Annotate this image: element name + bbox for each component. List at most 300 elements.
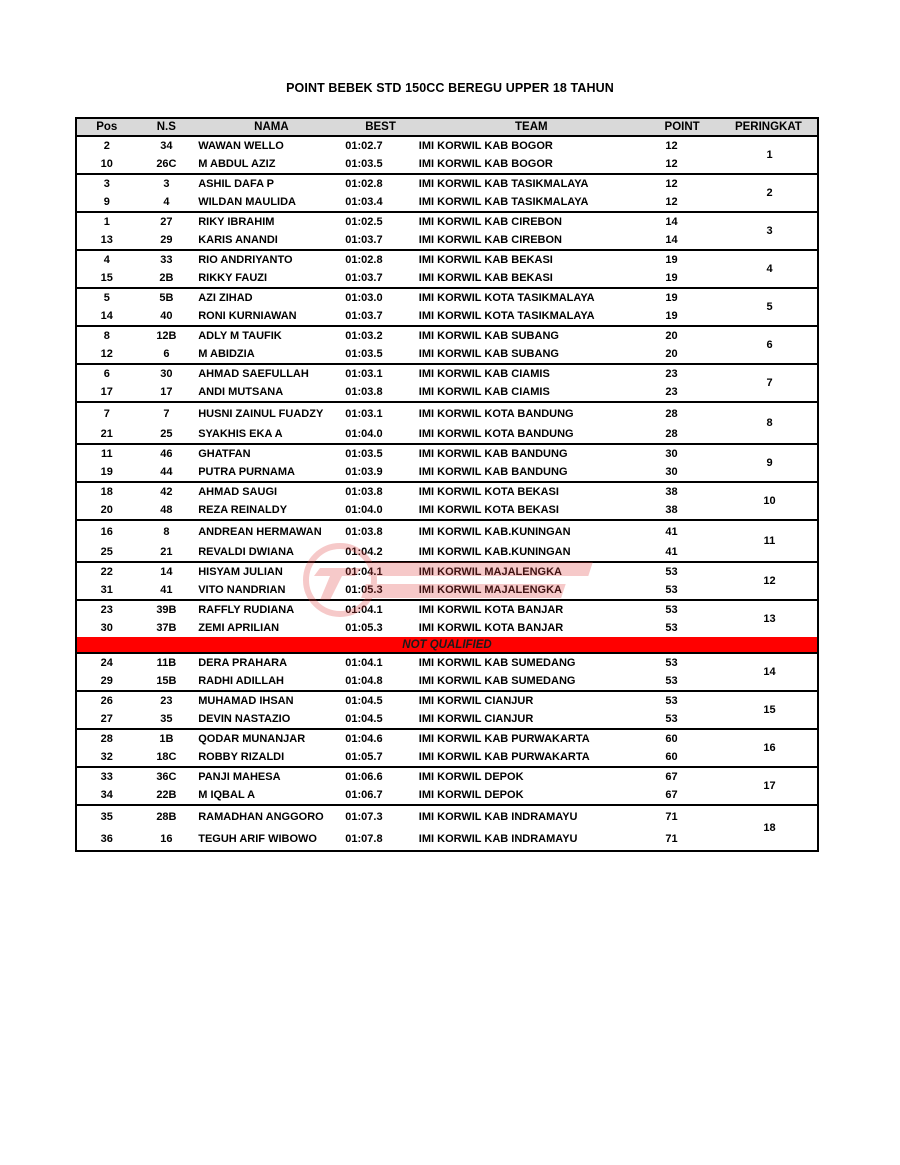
cell-best: 01:04.2 (345, 546, 383, 558)
cell-pos: 11 (100, 448, 113, 460)
cell-team: IMI KORWIL KAB SUBANG (418, 348, 559, 360)
cell-nama: WAWAN WELLO (198, 139, 284, 152)
cell-nama: RIKKY FAUZI (198, 271, 268, 284)
cell-best: 01:05.7 (345, 751, 383, 763)
cell-point: 67 (665, 771, 678, 783)
col-header-team: TEAM (515, 121, 548, 133)
cell-best: 01:03.9 (345, 466, 383, 478)
cell-best: 01:03.4 (345, 196, 383, 208)
cell-point: 14 (665, 216, 678, 228)
cell-team: IMI KORWIL KOTA BANJAR (418, 604, 564, 616)
cell-team: IMI KORWIL CIANJUR (418, 713, 534, 725)
cell-team: IMI KORWIL KAB TASIKMALAYA (418, 178, 589, 190)
not-qualified-groups (77, 654, 817, 850)
cell-ns: 23 (160, 695, 173, 707)
cell-ns: 21 (160, 546, 173, 558)
table-row (77, 563, 721, 581)
cell-team: IMI KORWIL KAB CIAMIS (418, 386, 550, 398)
team-group (77, 521, 817, 563)
cell-best: 01:02.8 (345, 254, 383, 266)
team-group (77, 137, 817, 175)
cell-point: 67 (665, 789, 678, 801)
cell-nama: AZI ZIHAD (198, 291, 253, 304)
cell-best: 01:02.5 (345, 216, 383, 228)
cell-nama: RAFFLY RUDIANA (198, 603, 295, 616)
cell-point: 53 (665, 604, 678, 616)
team-group (77, 692, 817, 730)
cell-team: IMI KORWIL KOTA BANDUNG (418, 428, 574, 440)
cell-team: IMI KORWIL KOTA TASIKMALAYA (418, 310, 595, 322)
cell-ns: 37B (156, 622, 177, 634)
cell-pos: 18 (100, 486, 113, 498)
cell-ns: 6 (163, 348, 170, 360)
cell-nama: RAMADHAN ANGGORO (198, 810, 324, 823)
cell-peringkat: 17 (763, 780, 776, 792)
cell-pos: 21 (100, 428, 113, 440)
cell-pos: 31 (100, 584, 113, 596)
table-row (77, 445, 721, 463)
cell-peringkat: 7 (766, 377, 773, 389)
cell-nama: RADHI ADILLAH (198, 674, 284, 687)
cell-best: 01:03.5 (345, 348, 383, 360)
table-row (77, 654, 721, 672)
table-row (77, 463, 721, 481)
cell-point: 30 (665, 466, 678, 478)
team-group (77, 654, 817, 692)
cell-team: IMI KORWIL KAB.KUNINGAN (418, 546, 571, 558)
cell-ns: 17 (160, 386, 173, 398)
cell-ns: 1B (159, 733, 174, 745)
cell-peringkat: 14 (763, 666, 776, 678)
table-row (77, 307, 721, 325)
cell-point: 71 (665, 833, 678, 845)
cell-pos: 30 (100, 622, 113, 634)
cell-pos: 8 (103, 330, 110, 342)
cell-nama: WILDAN MAULIDA (198, 195, 296, 208)
cell-team: IMI KORWIL KAB BOGOR (418, 140, 553, 152)
cell-point: 23 (665, 368, 678, 380)
cell-point: 71 (665, 811, 678, 823)
table-row (77, 501, 721, 519)
cell-ns: 42 (160, 486, 173, 498)
team-group (77, 483, 817, 521)
table-row (77, 672, 721, 690)
cell-point: 19 (665, 292, 678, 304)
cell-point: 28 (665, 428, 678, 440)
cell-best: 01:03.8 (345, 386, 383, 398)
cell-ns: 11B (156, 657, 177, 669)
cell-pos: 26 (100, 695, 113, 707)
table-row (77, 828, 721, 850)
cell-best: 01:03.7 (345, 310, 383, 322)
cell-ns: 5B (159, 292, 174, 304)
cell-team: IMI KORWIL KAB CIREBON (418, 234, 563, 246)
cell-point: 30 (665, 448, 678, 460)
cell-pos: 9 (103, 196, 110, 208)
cell-point: 41 (665, 526, 678, 538)
table-row (77, 601, 721, 619)
cell-best: 01:06.7 (345, 789, 383, 801)
table-row (77, 231, 721, 249)
cell-nama: PUTRA PURNAMA (198, 465, 295, 478)
cell-point: 20 (665, 330, 678, 342)
cell-point: 53 (665, 713, 678, 725)
cell-team: IMI KORWIL KAB PURWAKARTA (418, 733, 590, 745)
cell-ns: 27 (160, 216, 173, 228)
cell-team: IMI KORWIL KOTA BEKASI (418, 486, 559, 498)
cell-peringkat: 5 (766, 301, 773, 313)
cell-nama: SYAKHIS EKA A (198, 427, 283, 440)
cell-pos: 4 (103, 254, 110, 266)
table-row (77, 327, 721, 345)
cell-point: 60 (665, 733, 678, 745)
cell-point: 53 (665, 622, 678, 634)
table-row (77, 730, 721, 748)
cell-point: 53 (665, 566, 678, 578)
cell-ns: 48 (160, 504, 173, 516)
cell-best: 01:06.6 (345, 771, 383, 783)
cell-team: IMI KORWIL MAJALENGKA (418, 566, 563, 578)
table-row (77, 483, 721, 501)
cell-best: 01:02.7 (345, 140, 383, 152)
cell-best: 01:03.1 (345, 368, 383, 380)
cell-nama: ROBBY RIZALDI (198, 750, 285, 763)
cell-point: 53 (665, 675, 678, 687)
cell-point: 38 (665, 504, 678, 516)
cell-team: IMI KORWIL KAB CIREBON (418, 216, 563, 228)
cell-team: IMI KORWIL KAB TASIKMALAYA (418, 196, 589, 208)
cell-best: 01:07.8 (345, 833, 383, 845)
cell-team: IMI KORWIL KAB BEKASI (418, 272, 553, 284)
cell-point: 19 (665, 254, 678, 266)
team-group (77, 601, 817, 637)
cell-best: 01:05.3 (345, 584, 383, 596)
cell-ns: 15B (156, 675, 177, 687)
page-title: POINT BEBEK STD 150CC BEREGU UPPER 18 TAHUN (286, 81, 614, 95)
col-header-point: POINT (664, 121, 700, 133)
cell-best: 01:03.0 (345, 292, 383, 304)
cell-point: 53 (665, 695, 678, 707)
cell-nama: PANJI MAHESA (198, 770, 281, 783)
cell-nama: ZEMI APRILIAN (198, 621, 280, 634)
cell-pos: 20 (100, 504, 113, 516)
team-group (77, 175, 817, 213)
cell-point: 12 (665, 140, 678, 152)
cell-nama: GHATFAN (198, 447, 251, 460)
cell-nama: RIKY IBRAHIM (198, 215, 275, 228)
cell-pos: 2 (103, 140, 110, 152)
cell-best: 01:03.5 (345, 448, 383, 460)
results-table (75, 117, 819, 852)
cell-pos: 25 (100, 546, 113, 558)
team-group (77, 403, 817, 445)
cell-best: 01:07.3 (345, 811, 383, 823)
cell-nama: HUSNI ZAINUL FUADZY (198, 407, 324, 420)
cell-peringkat: 15 (763, 704, 776, 716)
cell-best: 01:04.5 (345, 713, 383, 725)
cell-ns: 12B (156, 330, 177, 342)
team-group (77, 563, 817, 601)
cell-team: IMI KORWIL KAB INDRAMAYU (418, 811, 578, 823)
cell-best: 01:02.8 (345, 178, 383, 190)
table-row (77, 710, 721, 728)
cell-best: 01:03.1 (345, 408, 383, 420)
cell-pos: 6 (103, 368, 110, 380)
cell-ns: 8 (163, 526, 170, 538)
cell-peringkat: 9 (766, 457, 773, 469)
cell-ns: 28B (156, 811, 177, 823)
cell-pos: 7 (103, 408, 110, 420)
col-header-best: BEST (365, 121, 396, 133)
cell-point: 19 (665, 272, 678, 284)
table-row (77, 806, 721, 828)
team-group (77, 289, 817, 327)
cell-team: IMI KORWIL KOTA BEKASI (418, 504, 559, 516)
cell-nama: QODAR MUNANJAR (198, 732, 306, 745)
table-row (77, 543, 721, 561)
cell-peringkat: 6 (766, 339, 773, 351)
cell-team: IMI KORWIL DEPOK (418, 771, 524, 783)
cell-best: 01:03.7 (345, 234, 383, 246)
cell-peringkat: 1 (766, 149, 773, 161)
cell-pos: 15 (100, 272, 113, 284)
table-row (77, 748, 721, 766)
cell-team: IMI KORWIL KAB BANDUNG (418, 448, 568, 460)
cell-pos: 34 (100, 789, 113, 801)
cell-peringkat: 18 (763, 822, 776, 834)
cell-nama: RONI KURNIAWAN (198, 309, 297, 322)
cell-team: IMI KORWIL KOTA BANDUNG (418, 408, 574, 420)
cell-ns: 41 (160, 584, 173, 596)
cell-nama: DEVIN NASTAZIO (198, 712, 291, 725)
cell-pos: 5 (103, 292, 110, 304)
cell-point: 14 (665, 234, 678, 246)
cell-best: 01:03.8 (345, 486, 383, 498)
cell-nama: M ABIDZIA (198, 347, 255, 360)
team-group (77, 251, 817, 289)
team-group (77, 768, 817, 806)
cell-nama: DERA PRAHARA (198, 656, 288, 669)
table-row (77, 175, 721, 193)
cell-peringkat: 16 (763, 742, 776, 754)
team-group (77, 445, 817, 483)
cell-peringkat: 4 (766, 263, 773, 275)
cell-pos: 17 (100, 386, 113, 398)
table-row (77, 581, 721, 599)
cell-ns: 2B (159, 272, 174, 284)
cell-ns: 46 (160, 448, 173, 460)
cell-ns: 44 (160, 466, 173, 478)
cell-nama: ADLY M TAUFIK (198, 329, 282, 342)
cell-pos: 28 (100, 733, 113, 745)
cell-pos: 16 (100, 526, 113, 538)
cell-ns: 29 (160, 234, 173, 246)
cell-best: 01:03.2 (345, 330, 383, 342)
col-header-ns: N.S (156, 121, 176, 133)
cell-pos: 36 (100, 833, 113, 845)
table-row (77, 155, 721, 173)
cell-nama: KARIS ANANDI (198, 233, 278, 246)
cell-team: IMI KORWIL KAB BEKASI (418, 254, 553, 266)
cell-ns: 35 (160, 713, 173, 725)
cell-pos: 22 (100, 566, 113, 578)
cell-ns: 18C (156, 751, 177, 763)
cell-point: 60 (665, 751, 678, 763)
cell-ns: 34 (160, 140, 173, 152)
cell-peringkat: 8 (766, 417, 773, 429)
cell-point: 19 (665, 310, 678, 322)
table-row (77, 786, 721, 804)
cell-best: 01:04.8 (345, 675, 383, 687)
cell-nama: AHMAD SAEFULLAH (198, 367, 309, 380)
col-header-pos: Pos (96, 121, 118, 133)
cell-pos: 35 (100, 811, 113, 823)
table-row (77, 345, 721, 363)
cell-pos: 32 (100, 751, 113, 763)
table-row (77, 383, 721, 401)
cell-team: IMI KORWIL DEPOK (418, 789, 524, 801)
table-row (77, 619, 721, 637)
table-row (77, 403, 721, 425)
cell-point: 53 (665, 657, 678, 669)
cell-pos: 14 (100, 310, 113, 322)
cell-ns: 40 (160, 310, 173, 322)
table-row (77, 365, 721, 383)
cell-pos: 1 (103, 216, 110, 228)
cell-nama: ANDREAN HERMAWAN (198, 525, 322, 538)
team-group (77, 730, 817, 768)
cell-team: IMI KORWIL KAB CIAMIS (418, 368, 550, 380)
cell-nama: ASHIL DAFA P (198, 177, 275, 190)
cell-best: 01:04.6 (345, 733, 383, 745)
cell-team: IMI KORWIL CIANJUR (418, 695, 534, 707)
cell-best: 01:04.1 (345, 566, 383, 578)
cell-pos: 24 (100, 657, 113, 669)
cell-team: IMI KORWIL KAB INDRAMAYU (418, 833, 578, 845)
cell-pos: 27 (100, 713, 113, 725)
cell-ns: 33 (160, 254, 173, 266)
cell-best: 01:04.1 (345, 657, 383, 669)
cell-pos: 33 (100, 771, 113, 783)
cell-best: 01:04.1 (345, 604, 383, 616)
cell-best: 01:04.0 (345, 504, 383, 516)
table-row (77, 251, 721, 269)
cell-peringkat: 11 (763, 535, 776, 547)
cell-nama: TEGUH ARIF WIBOWO (198, 832, 317, 845)
cell-peringkat: 13 (763, 613, 776, 625)
cell-pos: 12 (100, 348, 113, 360)
table-row (77, 289, 721, 307)
cell-nama: RIO ANDRIYANTO (198, 253, 293, 266)
table-row (77, 425, 721, 443)
cell-ns: 39B (156, 604, 177, 616)
table-row (77, 137, 721, 155)
table-row (77, 768, 721, 786)
cell-pos: 23 (100, 604, 113, 616)
qualified-groups (77, 137, 817, 637)
cell-nama: M IQBAL A (198, 788, 256, 801)
table-row (77, 269, 721, 287)
col-header-peringkat: PERINGKAT (734, 121, 802, 133)
cell-team: IMI KORWIL MAJALENGKA (418, 584, 563, 596)
cell-ns: 30 (160, 368, 173, 380)
cell-point: 23 (665, 386, 678, 398)
cell-ns: 22B (156, 789, 177, 801)
cell-peringkat: 2 (766, 187, 773, 199)
table-header (77, 119, 817, 137)
cell-best: 01:03.7 (345, 272, 383, 284)
cell-point: 41 (665, 546, 678, 558)
col-header-nama: NAMA (254, 121, 289, 133)
cell-point: 38 (665, 486, 678, 498)
cell-ns: 36C (156, 771, 177, 783)
cell-pos: 3 (103, 178, 110, 190)
cell-point: 12 (665, 196, 678, 208)
cell-best: 01:03.5 (345, 158, 383, 170)
cell-nama: REVALDI DWIANA (198, 545, 294, 558)
table-row (77, 193, 721, 211)
cell-ns: 3 (163, 178, 170, 190)
cell-point: 20 (665, 348, 678, 360)
cell-ns: 16 (160, 833, 173, 845)
cell-best: 01:03.8 (345, 526, 383, 538)
cell-nama: ANDI MUTSANA (198, 385, 284, 398)
cell-point: 12 (665, 178, 678, 190)
cell-team: IMI KORWIL KAB PURWAKARTA (418, 751, 590, 763)
team-group (77, 365, 817, 403)
team-group (77, 327, 817, 365)
cell-ns: 4 (163, 196, 170, 208)
cell-pos: 13 (100, 234, 113, 246)
cell-peringkat: 12 (763, 575, 776, 587)
cell-best: 01:04.0 (345, 428, 383, 440)
cell-team: IMI KORWIL KAB BANDUNG (418, 466, 568, 478)
cell-point: 12 (665, 158, 678, 170)
cell-ns: 14 (160, 566, 173, 578)
cell-team: IMI KORWIL KAB SUMEDANG (418, 675, 576, 687)
cell-team: IMI KORWIL KAB SUBANG (418, 330, 559, 342)
cell-nama: MUHAMAD IHSAN (198, 694, 294, 707)
table-row (77, 521, 721, 543)
cell-pos: 19 (100, 466, 113, 478)
cell-ns: 25 (160, 428, 173, 440)
table-row (77, 692, 721, 710)
cell-nama: M ABDUL AZIZ (198, 157, 276, 170)
not-qualified-banner: NOT QUALIFIED (77, 637, 817, 654)
cell-ns: 26C (156, 158, 177, 170)
cell-pos: 10 (100, 158, 113, 170)
team-group (77, 806, 817, 850)
cell-ns: 7 (163, 408, 170, 420)
cell-team: IMI KORWIL KAB SUMEDANG (418, 657, 576, 669)
cell-nama: AHMAD SAUGI (198, 485, 278, 498)
cell-team: IMI KORWIL KAB.KUNINGAN (418, 526, 571, 538)
cell-peringkat: 3 (766, 225, 773, 237)
cell-team: IMI KORWIL KOTA TASIKMALAYA (418, 292, 595, 304)
cell-best: 01:04.5 (345, 695, 383, 707)
cell-pos: 29 (100, 675, 113, 687)
cell-best: 01:05.3 (345, 622, 383, 634)
cell-point: 28 (665, 408, 678, 420)
cell-nama: VITO NANDRIAN (198, 583, 286, 596)
table-row (77, 213, 721, 231)
cell-team: IMI KORWIL KOTA BANJAR (418, 622, 564, 634)
cell-nama: HISYAM JULIAN (198, 565, 283, 578)
cell-nama: REZA REINALDY (198, 503, 288, 516)
cell-peringkat: 10 (763, 495, 776, 507)
cell-team: IMI KORWIL KAB BOGOR (418, 158, 553, 170)
cell-point: 53 (665, 584, 678, 596)
